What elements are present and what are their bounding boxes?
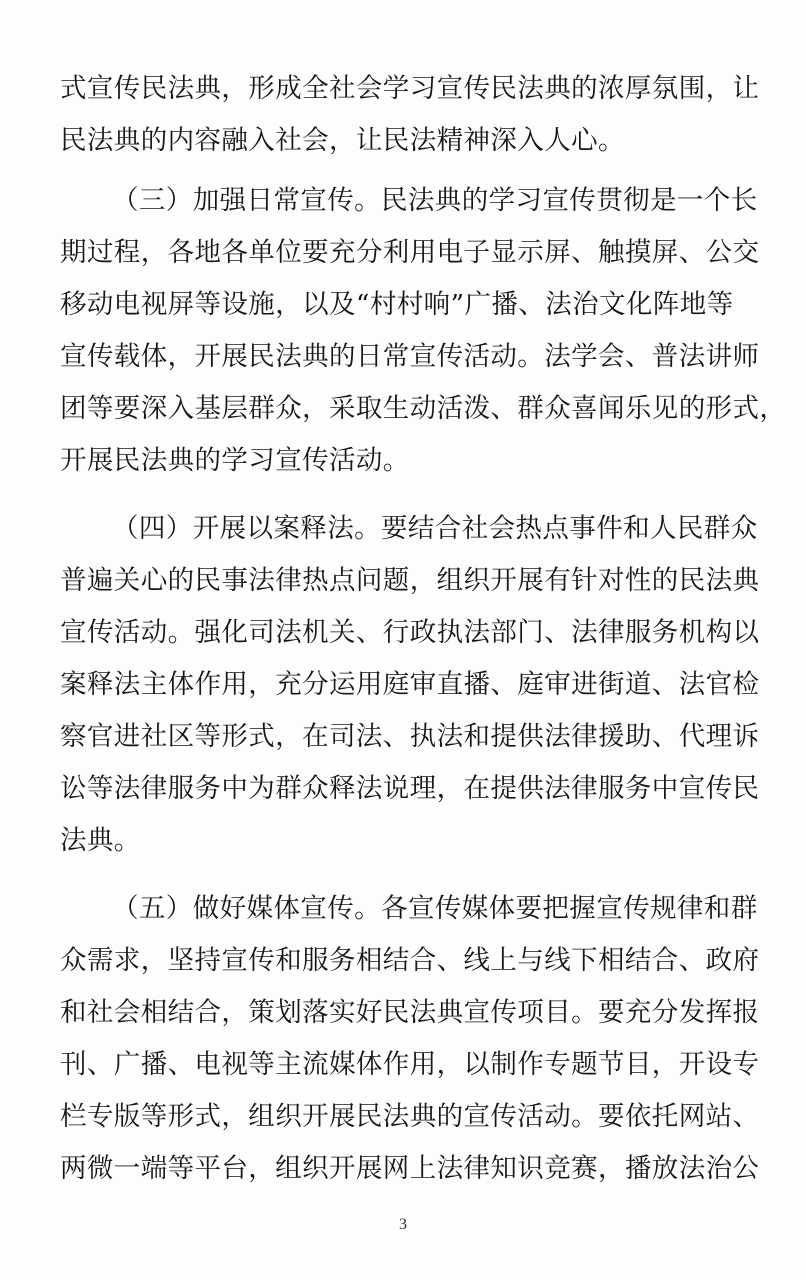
text-line: 刊、广播、电视等主流媒体作用，以制作专题节目，开设专 (60, 1049, 760, 1080)
document-body (60, 63, 787, 1195)
text-line: 讼等法律服务中为群众释法说理，在提供法律服务中宣传民 (60, 773, 760, 804)
text-line: 宣传活动。强化司法机关、行政执法部门、法律服务机构以 (60, 617, 760, 648)
text-line: 案释法主体作用，充分运用庭审直播、庭审进街道、法官检 (60, 669, 760, 700)
text-line: 宣传载体，开展民法典的日常宣传活动。法学会、普法讲师 (60, 341, 760, 372)
section-5-heading-line: （五）做好媒体宣传。各宣传媒体要把握宣传规律和群 (112, 893, 758, 924)
text-line: 和社会相结合，策划落实好民法典宣传项目。要充分发挥报 (60, 997, 760, 1028)
text-line: 两微一端等平台，组织开展网上法律知识竞赛，播放法治公 (60, 1153, 760, 1184)
section-4-heading-line: （四）开展以案释法。要结合社会热点事件和人民群众 (112, 513, 758, 544)
text-line: 团等要深入基层群众，采取生动活泼、群众喜闻乐见的形式， (60, 393, 787, 424)
text-line: 移动电视屏等设施，以及“村村响”广播、法治文化阵地等 (60, 289, 734, 320)
text-line: 民法典的内容融入社会，让民法精神深入人心。 (60, 125, 625, 156)
text-line: 察官进社区等形式，在司法、执法和提供法律援助、代理诉 (60, 721, 760, 752)
text-line: 式宣传民法典，形成全社会学习宣传民法典的浓厚氛围，让 (60, 73, 760, 104)
text-line: 法典。 (60, 825, 141, 856)
text-line: 众需求，坚持宣传和服务相结合、线上与线下相结合、政府 (60, 945, 760, 976)
text-line: 普遍关心的民事法律热点问题，组织开展有针对性的民法典 (60, 565, 760, 596)
text-line: 期过程，各地各单位要充分利用电子显示屏、触摸屏、公交 (60, 237, 760, 268)
text-line: 开展民法典的学习宣传活动。 (60, 445, 410, 476)
text-line: 栏专版等形式，组织开展民法典的宣传活动。要依托网站、 (60, 1101, 760, 1132)
page-number: 3 (399, 1216, 407, 1233)
section-3-heading-line: （三）加强日常宣传。民法典的学习宣传贯彻是一个长 (112, 185, 758, 216)
